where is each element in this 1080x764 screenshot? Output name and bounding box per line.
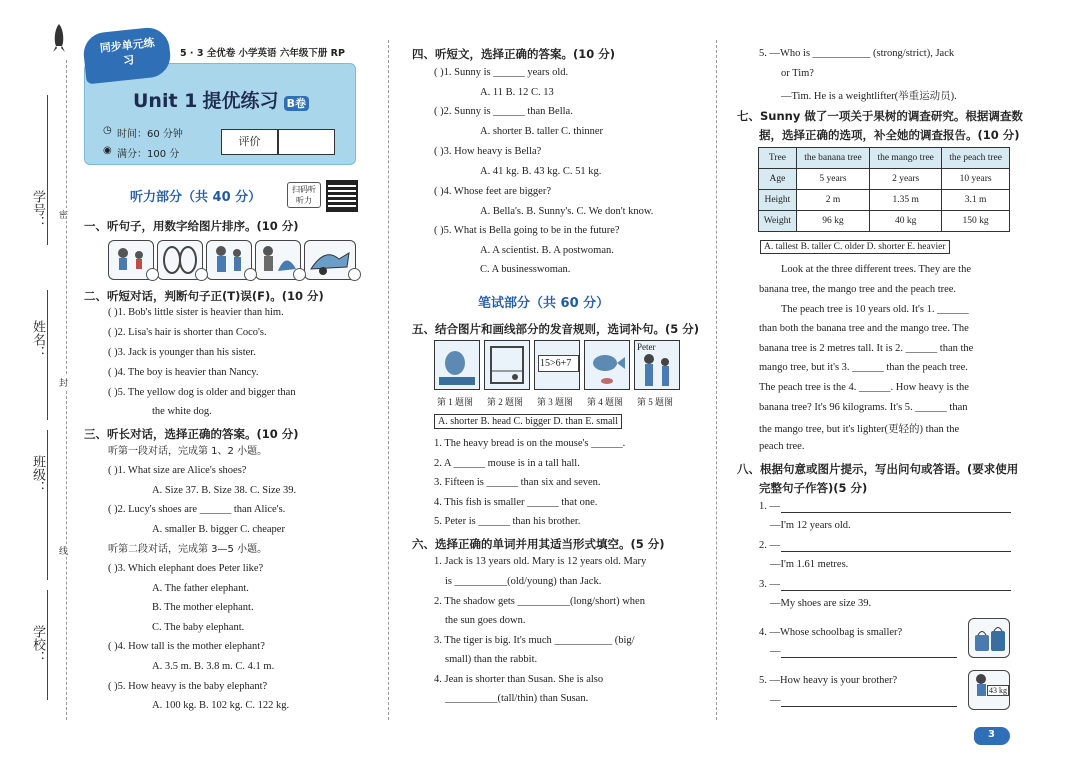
title-cn: 提优练习 (202, 90, 279, 112)
class-line[interactable] (47, 430, 48, 580)
title-tag: B卷 (284, 96, 309, 111)
cell-0-3: the peach tree (942, 148, 1010, 169)
seal-line (66, 60, 67, 720)
s4-q2[interactable]: ( )2. Sunny is ______ than Bella. (434, 106, 573, 117)
clock-icon: ◷ (103, 125, 112, 136)
name-line[interactable] (47, 290, 48, 420)
r5-l2: or Tim? (781, 68, 814, 79)
school-label: 学校： (30, 625, 45, 664)
s7-p-2[interactable]: The peach tree is 10 years old. It's 1. ______ (781, 304, 969, 315)
cell-3-2: 40 kg (870, 211, 942, 232)
s5-pic-2 (484, 340, 530, 390)
s4-q5[interactable]: ( )5. What is Bella going to be in the future? (434, 225, 620, 236)
s2-item-2[interactable]: ( )2. Lisa's hair is shorter than Coco's. (108, 327, 267, 338)
s4-q3-options[interactable]: A. 41 kg. B. 43 kg. C. 51 kg. (480, 166, 602, 177)
s8-answer-line-1[interactable] (781, 512, 1011, 513)
name-label: 姓名： (30, 320, 45, 359)
cell-2-2: 1.35 m (870, 190, 942, 211)
s8-a3: —My shoes are size 39. (770, 598, 872, 609)
r5-l1[interactable]: 5. —Who is ___________ (strong/strict), Jack (759, 48, 955, 59)
cell-1-1: 5 years (796, 169, 869, 190)
scale-reading: 43 kg (989, 686, 1007, 695)
cell-1-3: 10 years (942, 169, 1010, 190)
s5-pic-label-2: 第 2 题图 (487, 397, 524, 407)
eval-label: 评价 (221, 129, 278, 155)
s5-pic-4 (584, 340, 630, 390)
cell-1-0: Age (759, 169, 797, 190)
s8-answer-line-4[interactable] (781, 657, 957, 658)
s4-q4[interactable]: ( )4. Whose feet are bigger? (434, 186, 551, 197)
s4-q2-options[interactable]: A. shorter B. taller C. thinner (480, 126, 604, 137)
seal-mark-feng: 封 (59, 376, 68, 389)
s3-q5-options[interactable]: A. 100 kg. B. 102 kg. C. 122 kg. (152, 700, 290, 711)
cell-2-1: 2 m (796, 190, 869, 211)
s5-pic-label-1: 第 1 题图 (437, 397, 474, 407)
s8-a1: —I'm 12 years old. (770, 520, 851, 531)
s7-p-0: Look at the three different trees. They are the (781, 264, 971, 275)
badge-text: 同步单元练习 (99, 36, 156, 68)
s1-order-circle-4[interactable] (293, 268, 306, 281)
s6-l3[interactable]: 3. The tiger is big. It's much ___________ (big/ (434, 635, 635, 646)
column-divider-2 (716, 40, 717, 720)
s2-item-5[interactable]: ( )5. The yellow dog is older and bigger than (108, 387, 296, 398)
s4-q3[interactable]: ( )3. How heavy is Bella? (434, 146, 542, 157)
s8-q4: 4. —Whose schoolbag is smaller? (759, 627, 903, 638)
s8-n2: 2. — (759, 540, 780, 551)
s6-l1: 1. Jack is 13 years old. Mary is 12 years old. Mary (434, 556, 647, 567)
s1-title: 一、听句子，用数字给图片排序。(10 分) (84, 219, 299, 233)
s8-answer-line-3[interactable] (781, 590, 1011, 591)
cell-3-1: 96 kg (796, 211, 869, 232)
s4-q5-options[interactable]: A. A scientist. B. A postwoman. (480, 245, 614, 256)
s4-title: 四、听短文，选择正确的答案。(10 分) (412, 47, 616, 61)
s8-title-2: 完整句子作答)(5 分) (759, 481, 868, 495)
s3-q1-options[interactable]: A. Size 37. B. Size 38. C. Size 39. (152, 485, 297, 496)
school-line[interactable] (47, 590, 48, 700)
cell-3-0: Weight (759, 211, 797, 232)
s8-answer-line-2[interactable] (781, 551, 1011, 552)
s3-title: 三、听长对话，选择正确的答案。(10 分) (84, 427, 299, 441)
s5-pic-5 (634, 340, 680, 390)
s5-word-bank: A. shorter B. head C. bigger D. than E. small (434, 414, 622, 429)
s8-dash-5: — (770, 695, 781, 706)
s5-pic-3-equation: 15>6+7 (538, 355, 579, 372)
s8-n3: 3. — (759, 579, 780, 590)
s3-q4-options[interactable]: A. 3.5 m. B. 3.8 m. C. 4.1 m. (152, 661, 275, 672)
s5-item-5[interactable]: 5. Peter is ______ than his brother. (434, 516, 581, 527)
seal-mark-mi: 密 (59, 208, 68, 221)
listening-heading: 听力部分（共 40 分） (130, 190, 262, 205)
s5-pic-label-5: 第 5 题图 (637, 397, 674, 407)
s5-item-3[interactable]: 3. Fifteen is ______ than six and seven. (434, 477, 601, 488)
s5-item-2[interactable]: 2. A ______ mouse is in a tall hall. (434, 458, 580, 469)
page-number: 3 (988, 729, 995, 740)
s7-p-4[interactable]: banana tree is 2 metres tall. It is 2. ______ than the (759, 343, 974, 354)
s6-l2b: the sun goes down. (445, 615, 526, 626)
student-id-label: 学号： (30, 190, 45, 229)
s3-q1[interactable]: ( )1. What size are Alice's shoes? (108, 465, 247, 476)
full-score: 满分：100 分 (117, 149, 180, 160)
s1-order-circle-5[interactable] (348, 268, 361, 281)
s7-p-7[interactable]: banana tree? It's 96 kilograms. It's 5. ______ than (759, 402, 968, 413)
s3-q4[interactable]: ( )4. How tall is the mother elephant? (108, 641, 265, 652)
s5-title: 五、结合图片和画线部分的发音规则，选词补句。(5 分) (412, 322, 700, 336)
schoolbag-picture (968, 618, 1010, 658)
s1-order-circle-1[interactable] (146, 268, 159, 281)
class-label: 班级： (30, 455, 45, 494)
survey-table (758, 147, 1010, 232)
s5-item-1[interactable]: 1. The heavy bread is on the mouse's ______. (434, 438, 626, 449)
seal-mark-xian: 线 (59, 544, 68, 557)
series-label: 5 · 3 全优卷 小学英语 六年级下册 RP (180, 48, 345, 59)
s2-title: 二、听短对话，判断句子正(T)误(F)。(10 分) (84, 289, 324, 303)
s3-q3-a[interactable]: A. The father elephant. (152, 583, 249, 594)
page-title (133, 86, 309, 113)
rocket-icon (52, 24, 66, 54)
s6-l2[interactable]: 2. The shadow gets __________(long/short) when (434, 596, 645, 607)
s4-q5-options-2[interactable]: C. A businesswoman. (480, 264, 571, 275)
s3-sub1: 听第一段对话，完成第 1、2 小题。 (108, 446, 268, 457)
column-divider-1 (388, 40, 389, 720)
s8-a2: —I'm 1.61 metres. (770, 559, 849, 570)
s6-l1b[interactable]: is __________(old/young) than Jack. (445, 576, 602, 587)
eval-box[interactable] (278, 129, 335, 155)
cell-1-2: 2 years (870, 169, 942, 190)
written-heading: 笔试部分（共 60 分） (478, 296, 610, 311)
cell-2-0: Height (759, 190, 797, 211)
s4-q4-options[interactable]: A. Bella's. B. Sunny's. C. We don't know. (480, 206, 654, 217)
s8-q5: 5. —How heavy is your brother? (759, 675, 898, 686)
s2-item-4[interactable]: ( )4. The boy is heavier than Nancy. (108, 367, 259, 378)
s3-q5[interactable]: ( )5. How heavy is the baby elephant? (108, 681, 268, 692)
s5-pic-label-4: 第 4 题图 (587, 397, 624, 407)
s6-title: 六、选择正确的单词并用其适当形式填空。(5 分) (412, 537, 665, 551)
student-id-line[interactable] (47, 95, 48, 245)
s3-q3-c[interactable]: C. The baby elephant. (152, 622, 245, 633)
s1-order-circle-2[interactable] (195, 268, 208, 281)
s5-pic-3 (534, 340, 580, 390)
s7-word-bank: A. tallest B. taller C. older D. shorter E. heavier (760, 240, 950, 254)
s5-pic-5-name: Peter (637, 342, 656, 352)
s7-p-6[interactable]: The peach tree is the 4. ______. How heavy is the (759, 382, 969, 393)
s5-pic-label-3: 第 3 题图 (537, 397, 574, 407)
s6-l3b: small) than the rabbit. (445, 654, 538, 665)
s5-pic-1 (434, 340, 480, 390)
r5-l3: —Tim. He is a weightlifter(举重运动员). (781, 91, 957, 102)
s1-order-circle-3[interactable] (244, 268, 257, 281)
s6-l4: 4. Jean is shorter than Susan. She is also (434, 674, 604, 685)
s7-p-9: peach tree. (759, 441, 805, 452)
s3-q3[interactable]: ( )3. Which elephant does Peter like? (108, 563, 264, 574)
s2-item-1[interactable]: ( )1. Bob's little sister is heavier than him. (108, 307, 284, 318)
qr-code[interactable] (326, 180, 358, 212)
scan-label: 扫码听听力 (287, 182, 321, 208)
s3-sub2: 听第二段对话，完成第 3—5 小题。 (108, 544, 268, 555)
s7-p-3: than both the banana tree and the mango tree. The (759, 323, 969, 334)
s8-answer-line-5[interactable] (781, 706, 957, 707)
s7-p-5[interactable]: mango tree, but it's 3. ______ than the peach tree. (759, 362, 968, 373)
title-unit: Unit 1 (133, 90, 198, 112)
s2-item-5-cont: the white dog. (152, 406, 212, 417)
cell-0-0: Tree (759, 148, 797, 169)
time-limit: 时间：60 分钟 (117, 129, 183, 140)
s3-q2-options[interactable]: A. smaller B. bigger C. cheaper (152, 524, 285, 535)
check-icon: ◉ (103, 145, 112, 156)
s4-q1-options[interactable]: A. 11 B. 12 C. 13 (480, 87, 554, 98)
s8-n1: 1. — (759, 501, 780, 512)
s7-title-2: 据，选择正确的选项，补全她的调查报告。(10 分) (759, 128, 1020, 142)
s7-title: 七、Sunny 做了一项关于果树的调查研究。根据调查数 (737, 109, 1023, 123)
s5-item-4[interactable]: 4. This fish is smaller ______ that one. (434, 497, 598, 508)
cell-0-2: the mango tree (870, 148, 942, 169)
scale-picture (968, 670, 1010, 710)
s8-dash-4: — (770, 646, 781, 657)
cell-0-1: the banana tree (796, 148, 869, 169)
s8-title: 八、根据句意或图片提示，写出问句或答语。(要求使用 (737, 462, 1019, 476)
cell-2-3: 3.1 m (942, 190, 1010, 211)
cell-3-3: 150 kg (942, 211, 1010, 232)
s2-item-3[interactable]: ( )3. Jack is younger than his sister. (108, 347, 256, 358)
s6-l4b[interactable]: __________(tall/thin) than Susan. (445, 693, 589, 704)
s7-p-1: banana tree, the mango tree and the peach tree. (759, 284, 957, 295)
s3-q3-b[interactable]: B. The mother elephant. (152, 602, 254, 613)
s3-q2[interactable]: ( )2. Lucy's shoes are ______ than Alice's. (108, 504, 286, 515)
s7-p-8: the mango tree, but it's lighter(更轻的) than the (759, 424, 960, 435)
s4-q1[interactable]: ( )1. Sunny is ______ years old. (434, 67, 569, 78)
